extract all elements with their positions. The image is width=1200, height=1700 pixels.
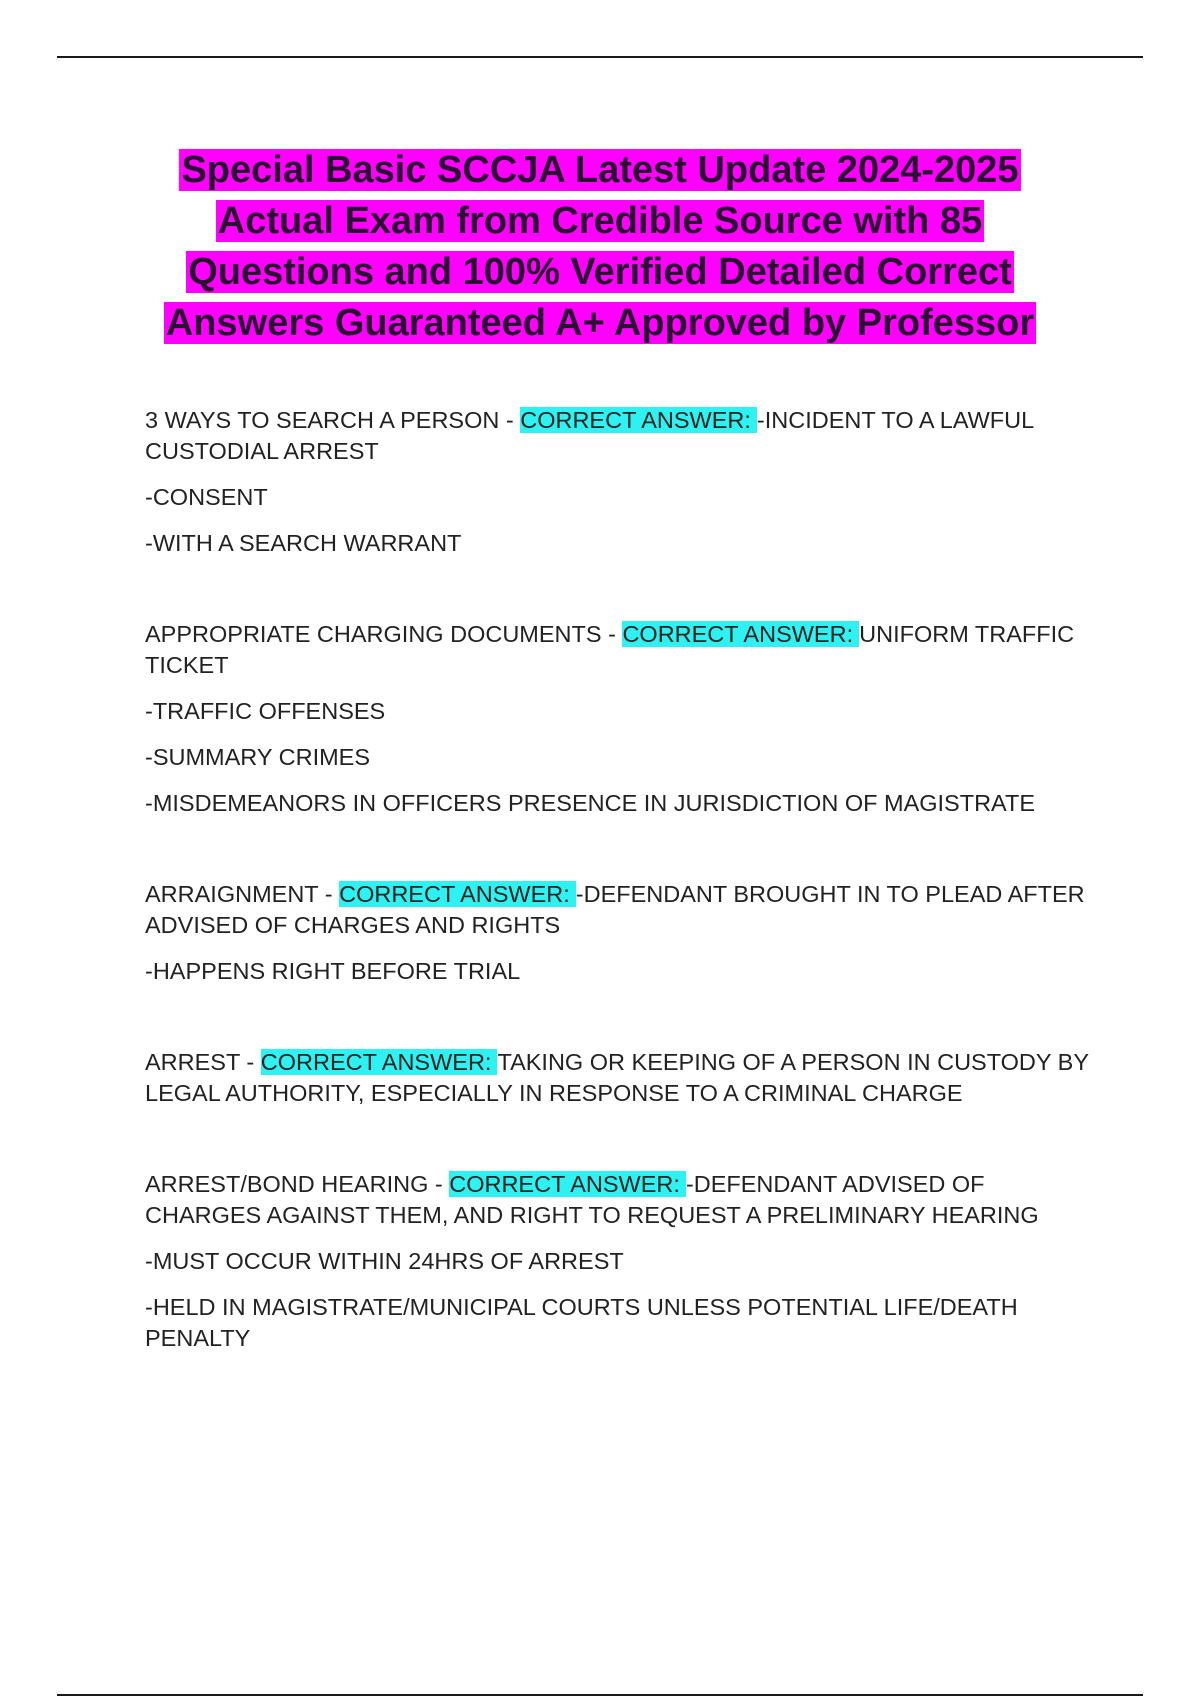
answer-detail: -HELD IN MAGISTRATE/MUNICIPAL COURTS UNLESS POTENTIAL LIFE/DEATH PENALTY	[145, 1294, 1018, 1351]
document-title	[100, 145, 1100, 349]
answer-detail: -TRAFFIC OFFENSES	[145, 698, 386, 724]
answer-detail: -MISDEMEANORS IN OFFICERS PRESENCE IN JURISDICTION OF MAGISTRATE	[145, 790, 1036, 816]
bottom-rule	[57, 1694, 1143, 1696]
question-text: ARREST -	[145, 1049, 261, 1075]
correct-answer-label: CORRECT ANSWER:	[449, 1171, 686, 1197]
question-text: APPROPRIATE CHARGING DOCUMENTS -	[145, 621, 623, 647]
answer-detail: -SUMMARY CRIMES	[145, 744, 371, 770]
qa-list	[145, 405, 1090, 1414]
answer-detail: -HAPPENS RIGHT BEFORE TRIAL	[145, 958, 521, 984]
answer-detail: -CONSENT	[145, 484, 268, 510]
answer-text: TAKING OR KEEPING OF A PERSON IN CUSTODY BY LEGAL AUTHORITY, ESPECIALLY IN RESPONSE TO A CRIMINAL CHARGE	[145, 1049, 1089, 1106]
qa-item	[145, 619, 1090, 819]
title-line: Actual Exam from Credible Source with 85	[217, 200, 983, 242]
question-text: 3 WAYS TO SEARCH A PERSON -	[145, 407, 521, 433]
title-line: Special Basic SCCJA Latest Update 2024-2025	[181, 149, 1019, 191]
answer-text: -DEFENDANT ADVISED OF CHARGES AGAINST THEM, AND RIGHT TO REQUEST A PRELIMINARY HEARING	[145, 1171, 1039, 1228]
answer-text: UNIFORM TRAFFIC TICKET	[145, 621, 1075, 678]
answer-text: -DEFENDANT BROUGHT IN TO PLEAD AFTER ADVISED OF CHARGES AND RIGHTS	[145, 881, 1085, 938]
qa-item	[145, 1169, 1090, 1354]
answer-text: -INCIDENT TO A LAWFUL CUSTODIAL ARREST	[145, 407, 1034, 464]
question-paragraph	[145, 1169, 1090, 1231]
answer-detail: -WITH A SEARCH WARRANT	[145, 530, 462, 556]
correct-answer-label: CORRECT ANSWER:	[520, 407, 757, 433]
correct-answer-label: CORRECT ANSWER:	[261, 1049, 498, 1075]
title-line: Answers Guaranteed A+ Approved by Professor	[165, 302, 1035, 344]
question-paragraph	[145, 619, 1090, 681]
question-paragraph	[145, 405, 1090, 467]
question-text: ARREST/BOND HEARING -	[145, 1171, 450, 1197]
question-paragraph	[145, 879, 1090, 941]
top-rule	[57, 56, 1143, 58]
qa-item	[145, 879, 1090, 987]
qa-item	[145, 1047, 1090, 1109]
answer-detail: -MUST OCCUR WITHIN 24HRS OF ARREST	[145, 1248, 624, 1274]
correct-answer-label: CORRECT ANSWER:	[622, 621, 859, 647]
title-line: Questions and 100% Verified Detailed Correct	[188, 251, 1012, 293]
qa-item	[145, 405, 1090, 559]
question-paragraph	[145, 1047, 1090, 1109]
question-text: ARRAIGNMENT -	[145, 881, 340, 907]
correct-answer-label: CORRECT ANSWER:	[339, 881, 576, 907]
